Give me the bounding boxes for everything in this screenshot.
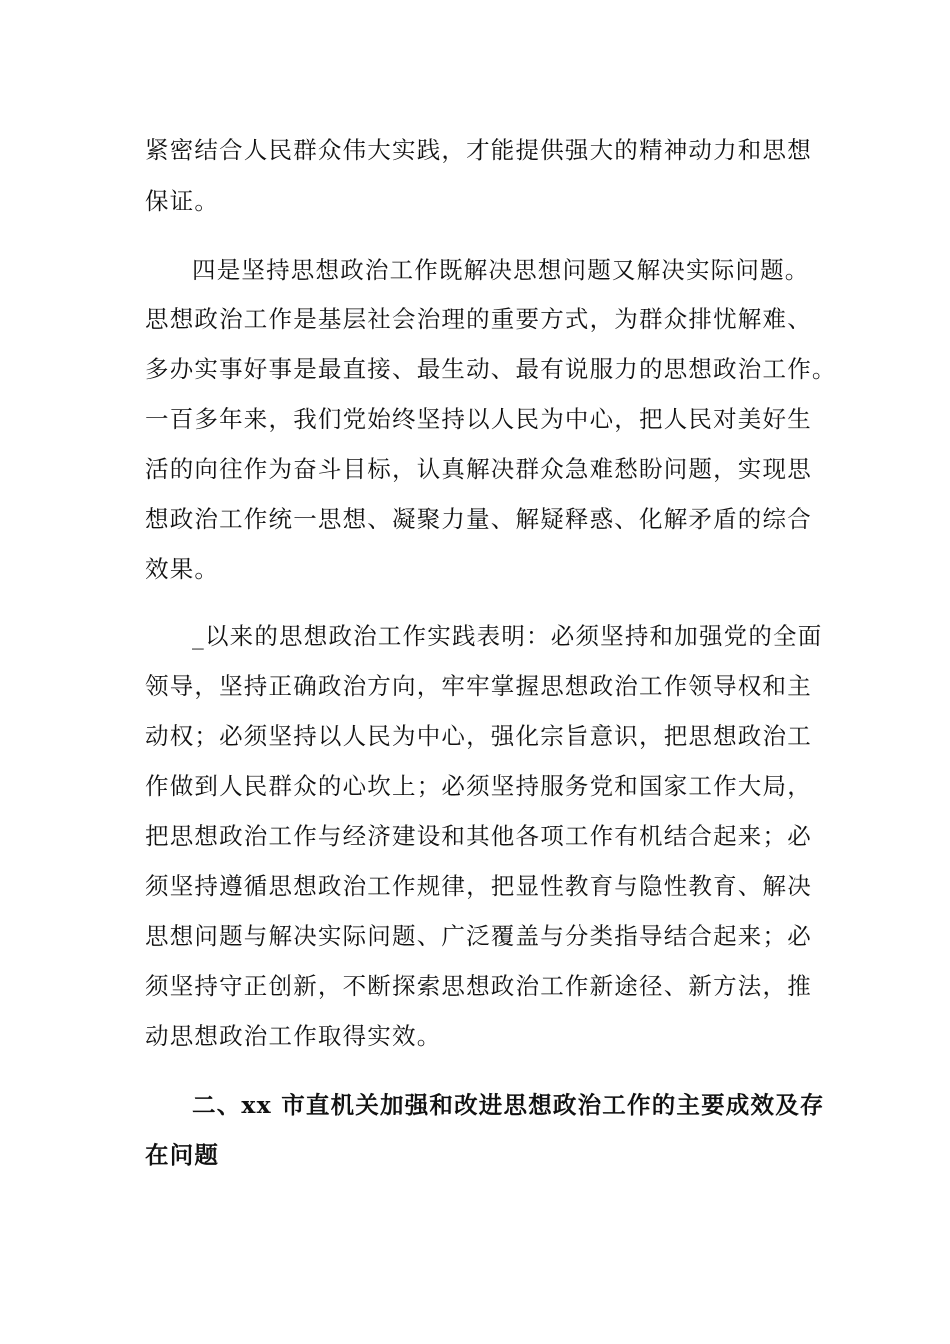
paragraph-2-line-5: 活的向往作为奋斗目标，认真解决群众急难愁盼问题，实现思: [145, 455, 812, 483]
paragraph-3-line-5: 把思想政治工作与经济建设和其他各项工作有机结合起来；必: [145, 822, 812, 850]
paragraph-3-line-9: 动思想政治工作取得实效。: [145, 1022, 442, 1050]
paragraph-1-line-2: 保证。: [145, 187, 220, 215]
paragraph-3-line-1: _以来的思想政治工作实践表明：必须坚持和加强党的全面: [192, 622, 823, 650]
paragraph-2-line-3: 多办实事好事是最直接、最生动、最有说服力的思想政治工作。: [145, 355, 837, 383]
paragraph-2-line-6: 想政治工作统一思想、凝聚力量、解疑释惑、化解矛盾的综合: [145, 505, 812, 533]
paragraph-3-line-7: 思想问题与解决实际问题、广泛覆盖与分类指导结合起来；必: [145, 922, 812, 950]
paragraph-3-line-3: 动权；必须坚持以人民为中心，强化宗旨意识，把思想政治工: [145, 722, 812, 750]
paragraph-3-line-8: 须坚持守正创新，不断探索思想政治工作新途径、新方法，推: [145, 972, 812, 1000]
paragraph-3-line-6: 须坚持遵循思想政治工作规律，把显性教育与隐性教育、解决: [145, 872, 812, 900]
paragraph-2-line-2: 思想政治工作是基层社会治理的重要方式，为群众排忧解难、: [145, 305, 812, 333]
paragraph-1-line-1: 紧密结合人民群众伟大实践，才能提供强大的精神动力和思想: [145, 136, 812, 164]
paragraph-2-line-7: 效果。: [145, 555, 220, 583]
section-heading-line-1: 二、xx 市直机关加强和改进思想政治工作的主要成效及存: [192, 1091, 825, 1119]
paragraph-2-line-1: 四是坚持思想政治工作既解决思想问题又解决实际问题。: [192, 256, 810, 284]
section-heading-line-2: 在问题: [145, 1141, 220, 1169]
paragraph-2-line-4: 一百多年来，我们党始终坚持以人民为中心，把人民对美好生: [145, 405, 812, 433]
paragraph-3-line-2: 领导，坚持正确政治方向，牢牢掌握思想政治工作领导权和主: [145, 672, 812, 700]
paragraph-3-line-4: 作做到人民群众的心坎上；必须坚持服务党和国家工作大局，: [145, 772, 812, 800]
